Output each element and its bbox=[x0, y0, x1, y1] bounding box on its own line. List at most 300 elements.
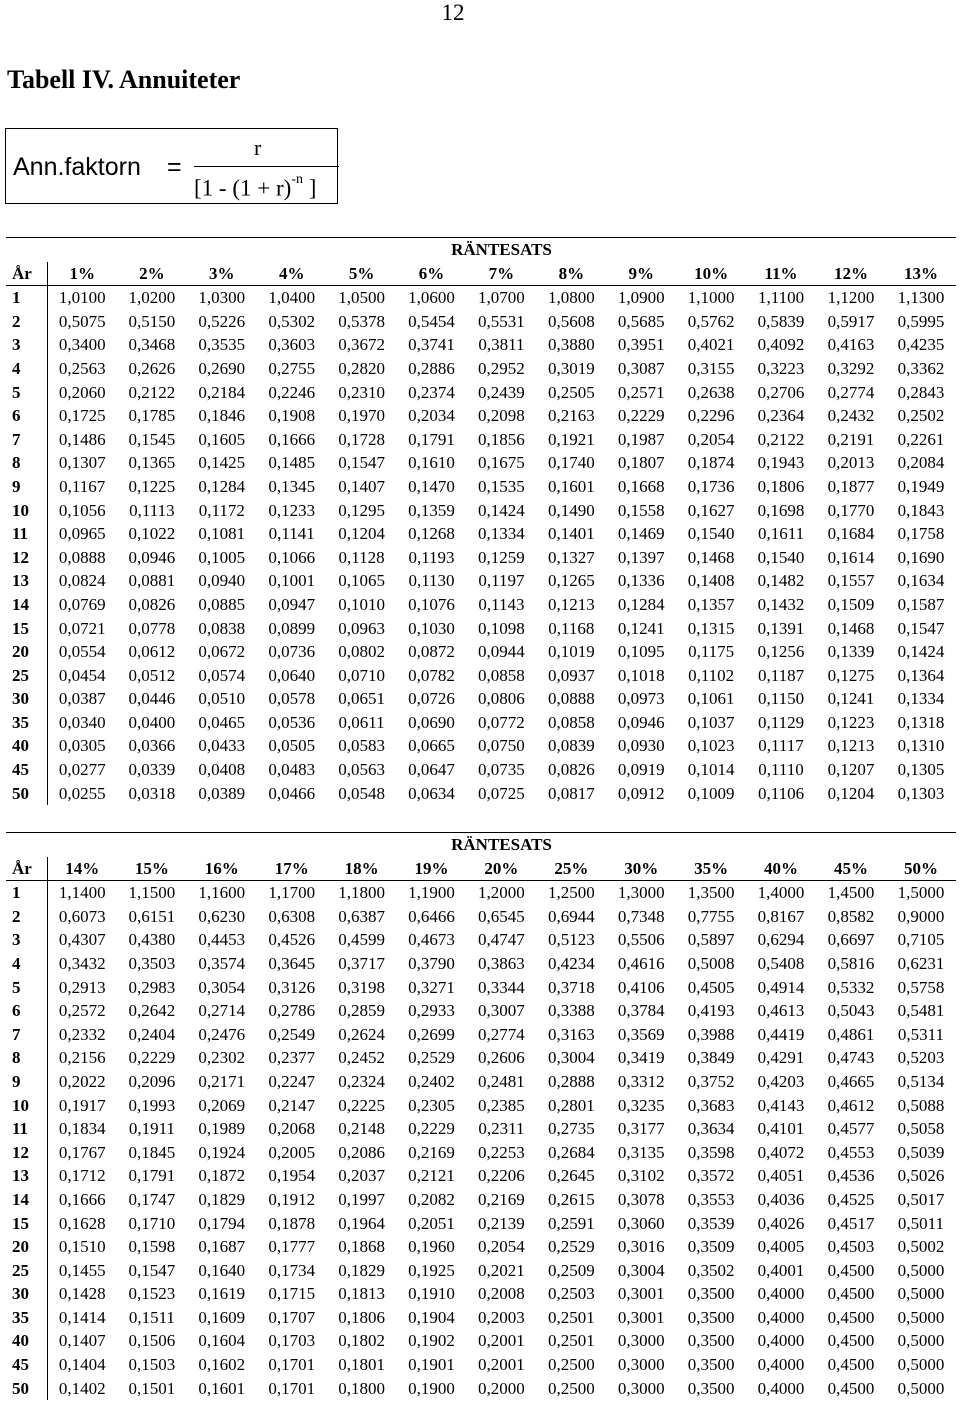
factor-cell: 0,4517 bbox=[827, 1213, 875, 1233]
annuity-table-2 bbox=[6, 832, 956, 1400]
factor-cell: 0,1954 bbox=[268, 1166, 316, 1186]
factor-cell: 0,0672 bbox=[198, 642, 246, 662]
factor-cell: 0,2735 bbox=[547, 1119, 595, 1139]
factor-cell: 0,1256 bbox=[757, 642, 805, 662]
factor-cell: 0,5685 bbox=[617, 311, 665, 331]
factor-cell: 1,0200 bbox=[128, 288, 176, 308]
factor-cell: 0,1336 bbox=[617, 571, 665, 591]
factor-cell: 0,1407 bbox=[58, 1331, 106, 1351]
table-row bbox=[6, 640, 956, 664]
factor-cell: 0,0389 bbox=[198, 783, 246, 803]
factor-cell: 0,2615 bbox=[547, 1189, 595, 1209]
factor-cell: 0,4234 bbox=[547, 953, 595, 973]
factor-cell: 0,0466 bbox=[268, 783, 316, 803]
factor-cell: 0,3001 bbox=[617, 1307, 665, 1327]
formula-numerator: r bbox=[254, 135, 262, 160]
factor-cell: 0,4036 bbox=[757, 1189, 805, 1209]
factor-cell: 0,2086 bbox=[338, 1142, 385, 1162]
annuity-formula-box bbox=[5, 128, 338, 204]
factor-cell: 1,0300 bbox=[198, 288, 246, 308]
factor-cell: 0,3500 bbox=[687, 1331, 735, 1351]
factor-cell: 0,1485 bbox=[268, 453, 316, 473]
factor-cell: 0,2022 bbox=[58, 1071, 106, 1091]
factor-cell: 0,1989 bbox=[198, 1119, 246, 1139]
factor-cell: 0,0872 bbox=[408, 642, 455, 662]
factor-cell: 0,1767 bbox=[58, 1142, 106, 1162]
factor-cell: 0,1802 bbox=[338, 1331, 385, 1351]
factor-cell: 0,2005 bbox=[268, 1142, 316, 1162]
factor-cell: 0,1359 bbox=[408, 500, 455, 520]
factor-cell: 0,1022 bbox=[128, 524, 176, 544]
year-cell: 35 bbox=[6, 711, 47, 735]
factor-cell: 0,1128 bbox=[338, 547, 385, 567]
factor-cell: 0,1829 bbox=[338, 1260, 385, 1280]
factor-cell: 0,2305 bbox=[408, 1095, 455, 1115]
header-row bbox=[6, 857, 956, 881]
factor-cell: 0,4092 bbox=[757, 335, 805, 355]
factor-cell: 0,1604 bbox=[198, 1331, 246, 1351]
page-number: 12 bbox=[441, 0, 465, 25]
factor-cell: 1,1500 bbox=[128, 883, 176, 903]
factor-cell: 0,2034 bbox=[408, 406, 455, 426]
factor-cell: 0,1628 bbox=[58, 1213, 106, 1233]
factor-cell: 0,9000 bbox=[897, 906, 945, 926]
factor-cell: 0,0885 bbox=[198, 594, 246, 614]
factor-cell: 0,1997 bbox=[338, 1189, 385, 1209]
factor-cell: 0,7105 bbox=[897, 930, 945, 950]
factor-cell: 0,2247 bbox=[268, 1071, 316, 1091]
rate-header: 6% bbox=[397, 262, 467, 286]
factor-cell: 0,3717 bbox=[338, 953, 385, 973]
factor-cell: 0,2068 bbox=[268, 1119, 316, 1139]
factor-cell: 0,0583 bbox=[338, 736, 385, 756]
table-row bbox=[6, 758, 956, 782]
factor-cell: 0,1987 bbox=[617, 429, 665, 449]
table-row bbox=[6, 734, 956, 758]
factor-cell: 0,0611 bbox=[338, 712, 385, 732]
factor-cell: 0,5000 bbox=[897, 1331, 945, 1351]
factor-cell: 0,7755 bbox=[687, 906, 735, 926]
factor-cell: 0,5531 bbox=[478, 311, 525, 331]
rate-header: 10% bbox=[676, 262, 746, 286]
factor-cell: 0,1843 bbox=[897, 500, 945, 520]
factor-cell: 0,3500 bbox=[687, 1284, 735, 1304]
factor-cell: 0,5026 bbox=[897, 1166, 945, 1186]
factor-cell: 0,4453 bbox=[198, 930, 246, 950]
factor-cell: 0,3060 bbox=[617, 1213, 665, 1233]
factor-cell: 0,1204 bbox=[338, 524, 385, 544]
factor-cell: 0,2549 bbox=[268, 1024, 316, 1044]
factor-cell: 0,1259 bbox=[478, 547, 525, 567]
factor-cell: 0,4616 bbox=[617, 953, 665, 973]
factor-cell: 0,1307 bbox=[58, 453, 106, 473]
factor-cell: 0,1428 bbox=[58, 1284, 106, 1304]
factor-cell: 0,1404 bbox=[58, 1355, 106, 1375]
rate-header: 3% bbox=[187, 262, 257, 286]
factor-cell: 0,4536 bbox=[827, 1166, 875, 1186]
formula-equals: = bbox=[167, 153, 182, 181]
factor-cell: 0,3007 bbox=[478, 1001, 525, 1021]
factor-cell: 0,1334 bbox=[897, 689, 945, 709]
factor-cell: 0,3468 bbox=[128, 335, 176, 355]
year-cell: 25 bbox=[6, 664, 47, 688]
factor-cell: 0,1943 bbox=[757, 453, 805, 473]
rate-header: 40% bbox=[746, 857, 816, 881]
factor-cell: 0,1207 bbox=[827, 760, 875, 780]
table-row bbox=[6, 546, 956, 570]
factor-cell: 0,2229 bbox=[408, 1119, 455, 1139]
factor-cell: 0,2502 bbox=[897, 406, 945, 426]
table-row bbox=[6, 357, 956, 381]
factor-cell: 0,2952 bbox=[478, 358, 525, 378]
factor-cell: 0,6466 bbox=[408, 906, 455, 926]
factor-cell: 0,1095 bbox=[617, 642, 665, 662]
factor-cell: 0,4291 bbox=[757, 1048, 805, 1068]
factor-cell: 0,1970 bbox=[338, 406, 385, 426]
factor-cell: 0,1557 bbox=[827, 571, 875, 591]
year-cell: 12 bbox=[6, 1141, 47, 1165]
factor-cell: 0,2699 bbox=[408, 1024, 455, 1044]
factor-cell: 0,0888 bbox=[547, 689, 595, 709]
factor-cell: 0,2246 bbox=[268, 382, 316, 402]
factor-cell: 0,2509 bbox=[547, 1260, 595, 1280]
factor-cell: 0,0839 bbox=[547, 736, 595, 756]
factor-cell: 0,0858 bbox=[547, 712, 595, 732]
table-row bbox=[6, 999, 956, 1023]
rate-header: 2% bbox=[117, 262, 187, 286]
year-cell: 7 bbox=[6, 428, 47, 452]
factor-cell: 0,1666 bbox=[268, 429, 316, 449]
factor-cell: 0,4914 bbox=[757, 977, 805, 997]
factor-cell: 0,3672 bbox=[338, 335, 385, 355]
factor-cell: 0,5150 bbox=[128, 311, 176, 331]
year-cell: 4 bbox=[6, 952, 47, 976]
factor-cell: 0,4665 bbox=[827, 1071, 875, 1091]
table-row bbox=[6, 1094, 956, 1118]
factor-cell: 0,1791 bbox=[128, 1166, 176, 1186]
factor-cell: 0,3500 bbox=[687, 1378, 735, 1398]
factor-cell: 0,2500 bbox=[547, 1355, 595, 1375]
factor-cell: 0,1845 bbox=[128, 1142, 176, 1162]
factor-cell: 0,3016 bbox=[617, 1237, 665, 1257]
factor-cell: 0,1846 bbox=[198, 406, 246, 426]
factor-cell: 0,2051 bbox=[408, 1213, 455, 1233]
year-cell: 3 bbox=[6, 333, 47, 357]
factor-cell: 1,3500 bbox=[687, 883, 735, 903]
factor-cell: 0,4525 bbox=[827, 1189, 875, 1209]
year-cell: 30 bbox=[6, 687, 47, 711]
factor-cell: 0,2169 bbox=[408, 1142, 455, 1162]
factor-cell: 0,1960 bbox=[408, 1237, 455, 1257]
factor-cell: 0,1684 bbox=[827, 524, 875, 544]
factor-cell: 0,2013 bbox=[827, 453, 875, 473]
table-row bbox=[6, 1353, 956, 1377]
factor-cell: 0,1736 bbox=[687, 476, 735, 496]
factor-cell: 0,3000 bbox=[617, 1355, 665, 1375]
factor-cell: 0,1268 bbox=[408, 524, 455, 544]
factor-cell: 0,4000 bbox=[757, 1307, 805, 1327]
factor-cell: 0,3503 bbox=[128, 953, 176, 973]
factor-cell: 0,2069 bbox=[198, 1095, 246, 1115]
factor-cell: 0,1834 bbox=[58, 1119, 106, 1139]
factor-cell: 0,2096 bbox=[128, 1071, 176, 1091]
factor-cell: 0,1715 bbox=[268, 1284, 316, 1304]
header-row bbox=[6, 262, 956, 286]
factor-cell: 0,1506 bbox=[128, 1331, 176, 1351]
factor-cell: 0,2225 bbox=[338, 1095, 385, 1115]
factor-cell: 0,2324 bbox=[338, 1071, 385, 1091]
factor-cell: 1,1800 bbox=[338, 883, 385, 903]
factor-cell: 0,0578 bbox=[268, 689, 316, 709]
factor-cell: 0,0400 bbox=[128, 712, 176, 732]
table-row bbox=[6, 952, 956, 976]
factor-cell: 0,2439 bbox=[478, 382, 525, 402]
factor-cell: 0,2311 bbox=[478, 1119, 525, 1139]
factor-cell: 0,1141 bbox=[268, 524, 315, 544]
factor-cell: 0,2503 bbox=[547, 1284, 595, 1304]
factor-cell: 0,1014 bbox=[687, 760, 735, 780]
factor-cell: 0,1284 bbox=[198, 476, 246, 496]
factor-cell: 0,1610 bbox=[408, 453, 455, 473]
factor-cell: 0,1490 bbox=[547, 500, 595, 520]
factor-cell: 0,1794 bbox=[198, 1213, 246, 1233]
factor-cell: 0,1468 bbox=[827, 618, 875, 638]
factor-cell: 0,3087 bbox=[617, 358, 665, 378]
factor-cell: 0,3004 bbox=[547, 1048, 595, 1068]
factor-cell: 0,1305 bbox=[897, 760, 945, 780]
factor-cell: 0,1019 bbox=[547, 642, 595, 662]
year-cell: 45 bbox=[6, 758, 47, 782]
factor-cell: 0,6231 bbox=[897, 953, 945, 973]
table-row bbox=[6, 333, 956, 357]
factor-cell: 0,3198 bbox=[338, 977, 385, 997]
factor-cell: 0,2037 bbox=[338, 1166, 385, 1186]
factor-cell: 0,2786 bbox=[268, 1001, 316, 1021]
factor-cell: 0,3235 bbox=[617, 1095, 665, 1115]
factor-cell: 0,1402 bbox=[58, 1378, 106, 1398]
factor-cell: 0,1193 bbox=[408, 547, 455, 567]
factor-cell: 1,0800 bbox=[547, 288, 595, 308]
factor-cell: 0,1241 bbox=[827, 689, 875, 709]
factor-cell: 0,4500 bbox=[827, 1378, 875, 1398]
year-cell: 12 bbox=[6, 546, 47, 570]
factor-cell: 0,4612 bbox=[827, 1095, 875, 1115]
factor-cell: 0,6151 bbox=[128, 906, 176, 926]
table-row bbox=[6, 905, 956, 929]
factor-cell: 0,1911 bbox=[128, 1119, 175, 1139]
factor-cell: 0,4051 bbox=[757, 1166, 805, 1186]
factor-cell: 0,3054 bbox=[198, 977, 246, 997]
factor-cell: 0,0937 bbox=[547, 665, 595, 685]
year-cell: 50 bbox=[6, 782, 47, 806]
factor-cell: 0,2253 bbox=[478, 1142, 525, 1162]
factor-cell: 1,1700 bbox=[268, 883, 316, 903]
factor-cell: 0,1540 bbox=[687, 524, 735, 544]
factor-cell: 0,0483 bbox=[268, 760, 316, 780]
table-row bbox=[6, 1164, 956, 1188]
factor-cell: 1,1400 bbox=[58, 883, 106, 903]
factor-cell: 0,1747 bbox=[128, 1189, 176, 1209]
factor-cell: 1,0100 bbox=[58, 288, 106, 308]
factor-cell: 0,0965 bbox=[58, 524, 106, 544]
factor-cell: 0,2310 bbox=[338, 382, 385, 402]
factor-cell: 0,0339 bbox=[128, 760, 176, 780]
factor-cell: 0,0721 bbox=[58, 618, 106, 638]
factor-cell: 1,0500 bbox=[338, 288, 385, 308]
factor-cell: 1,2500 bbox=[547, 883, 595, 903]
factor-cell: 0,3741 bbox=[408, 335, 455, 355]
factor-cell: 0,2169 bbox=[478, 1189, 525, 1209]
factor-cell: 0,1204 bbox=[827, 783, 875, 803]
factor-cell: 0,4072 bbox=[757, 1142, 805, 1162]
factor-cell: 0,3572 bbox=[687, 1166, 735, 1186]
factor-cell: 1,1300 bbox=[897, 288, 945, 308]
factor-cell: 0,1807 bbox=[617, 453, 665, 473]
table-row bbox=[6, 782, 956, 806]
factor-cell: 0,2148 bbox=[338, 1119, 385, 1139]
factor-cell: 0,1900 bbox=[408, 1378, 455, 1398]
year-cell: 45 bbox=[6, 1353, 47, 1377]
factor-cell: 0,1425 bbox=[198, 453, 246, 473]
year-cell: 2 bbox=[6, 905, 47, 929]
table-row bbox=[6, 976, 956, 1000]
factor-cell: 0,1601 bbox=[198, 1378, 246, 1398]
factor-cell: 0,5002 bbox=[897, 1237, 945, 1257]
factor-cell: 0,3223 bbox=[757, 358, 805, 378]
factor-cell: 0,4553 bbox=[827, 1142, 875, 1162]
factor-cell: 0,2121 bbox=[408, 1166, 455, 1186]
factor-cell: 0,2505 bbox=[547, 382, 595, 402]
factor-cell: 0,2645 bbox=[547, 1166, 595, 1186]
factor-cell: 0,2229 bbox=[617, 406, 665, 426]
factor-cell: 0,2054 bbox=[687, 429, 735, 449]
factor-cell: 0,1056 bbox=[58, 500, 106, 520]
factor-cell: 0,2624 bbox=[338, 1024, 385, 1044]
factor-cell: 0,0340 bbox=[58, 712, 106, 732]
factor-cell: 0,0944 bbox=[478, 642, 525, 662]
factor-cell: 0,4380 bbox=[128, 930, 176, 950]
factor-cell: 0,4613 bbox=[757, 1001, 805, 1021]
factor-cell: 0,0640 bbox=[268, 665, 316, 685]
factor-cell: 0,0366 bbox=[128, 736, 176, 756]
year-cell: 2 bbox=[6, 310, 47, 334]
factor-cell: 0,0277 bbox=[58, 760, 106, 780]
factor-cell: 0,2774 bbox=[827, 382, 875, 402]
factor-cell: 0,3500 bbox=[687, 1355, 735, 1375]
factor-cell: 0,6073 bbox=[58, 906, 106, 926]
factor-cell: 0,1800 bbox=[338, 1378, 385, 1398]
year-cell: 10 bbox=[6, 1094, 47, 1118]
factor-cell: 0,0826 bbox=[547, 760, 595, 780]
rate-header: 17% bbox=[257, 857, 327, 881]
factor-cell: 0,1037 bbox=[687, 712, 735, 732]
factor-cell: 0,0806 bbox=[478, 689, 525, 709]
factor-cell: 0,3004 bbox=[617, 1260, 665, 1280]
factor-cell: 0,0726 bbox=[408, 689, 455, 709]
factor-cell: 0,1066 bbox=[268, 547, 316, 567]
year-cell: 7 bbox=[6, 1023, 47, 1047]
factor-cell: 1,2000 bbox=[478, 883, 525, 903]
factor-cell: 1,4000 bbox=[757, 883, 805, 903]
factor-cell: 0,1601 bbox=[547, 476, 595, 496]
factor-cell: 0,3155 bbox=[687, 358, 735, 378]
table-row bbox=[6, 1377, 956, 1401]
factor-cell: 0,2529 bbox=[408, 1048, 455, 1068]
factor-cell: 0,2229 bbox=[128, 1048, 176, 1068]
factor-cell: 0,5134 bbox=[897, 1071, 945, 1091]
formula-denominator-base: [1 - (1 + r) bbox=[194, 175, 292, 201]
table-row bbox=[6, 1329, 956, 1353]
factor-cell: 0,4577 bbox=[827, 1119, 875, 1139]
rate-header: 35% bbox=[676, 857, 746, 881]
year-cell: 11 bbox=[6, 1117, 47, 1141]
table-row bbox=[6, 404, 956, 428]
factor-cell: 0,1690 bbox=[897, 547, 945, 567]
factor-cell: 0,3784 bbox=[617, 1001, 665, 1021]
rate-header: 16% bbox=[187, 857, 257, 881]
factor-cell: 0,2774 bbox=[478, 1024, 525, 1044]
factor-cell: 0,2755 bbox=[268, 358, 316, 378]
factor-cell: 0,5088 bbox=[897, 1095, 945, 1115]
factor-cell: 0,2206 bbox=[478, 1166, 525, 1186]
factor-cell: 0,1345 bbox=[268, 476, 316, 496]
factor-cell: 0,1030 bbox=[408, 618, 455, 638]
factor-cell: 0,3126 bbox=[268, 977, 316, 997]
factor-cell: 0,1993 bbox=[128, 1095, 176, 1115]
table-row bbox=[6, 310, 956, 334]
factor-cell: 0,1061 bbox=[687, 689, 735, 709]
factor-cell: 0,1785 bbox=[128, 406, 176, 426]
factor-cell: 0,3880 bbox=[547, 335, 595, 355]
factor-cell: 0,4599 bbox=[338, 930, 385, 950]
rate-header: 19% bbox=[397, 857, 467, 881]
factor-cell: 0,3163 bbox=[547, 1024, 595, 1044]
factor-cell: 0,0255 bbox=[58, 783, 106, 803]
factor-cell: 0,5043 bbox=[827, 1001, 875, 1021]
factor-cell: 0,2261 bbox=[897, 429, 945, 449]
factor-cell: 0,3553 bbox=[687, 1189, 735, 1209]
factor-cell: 0,2476 bbox=[198, 1024, 246, 1044]
factor-cell: 0,5481 bbox=[897, 1001, 945, 1021]
year-cell: 3 bbox=[6, 928, 47, 952]
table-row bbox=[6, 1070, 956, 1094]
factor-cell: 0,1609 bbox=[198, 1307, 246, 1327]
factor-cell: 0,4021 bbox=[687, 335, 735, 355]
factor-cell: 0,1143 bbox=[478, 594, 525, 614]
factor-cell: 0,5226 bbox=[198, 311, 246, 331]
factor-cell: 0,1187 bbox=[757, 665, 805, 685]
rate-header: 8% bbox=[536, 262, 606, 286]
factor-cell: 0,3362 bbox=[897, 358, 945, 378]
factor-cell: 0,1469 bbox=[617, 524, 665, 544]
rate-header: 14% bbox=[47, 857, 117, 881]
factor-cell: 0,2690 bbox=[198, 358, 246, 378]
factor-cell: 0,0647 bbox=[408, 760, 455, 780]
factor-cell: 0,1924 bbox=[198, 1142, 246, 1162]
factor-cell: 0,2191 bbox=[827, 429, 875, 449]
table-row bbox=[6, 687, 956, 711]
factor-cell: 0,6230 bbox=[198, 906, 246, 926]
factor-cell: 0,4001 bbox=[757, 1260, 805, 1280]
factor-cell: 0,4193 bbox=[687, 1001, 735, 1021]
factor-cell: 0,1912 bbox=[268, 1189, 316, 1209]
factor-cell: 0,0881 bbox=[128, 571, 176, 591]
factor-cell: 0,2684 bbox=[547, 1142, 595, 1162]
factor-cell: 0,5378 bbox=[338, 311, 385, 331]
factor-cell: 1,1000 bbox=[687, 288, 735, 308]
factor-cell: 0,5008 bbox=[687, 953, 735, 973]
factor-cell: 0,1364 bbox=[897, 665, 945, 685]
